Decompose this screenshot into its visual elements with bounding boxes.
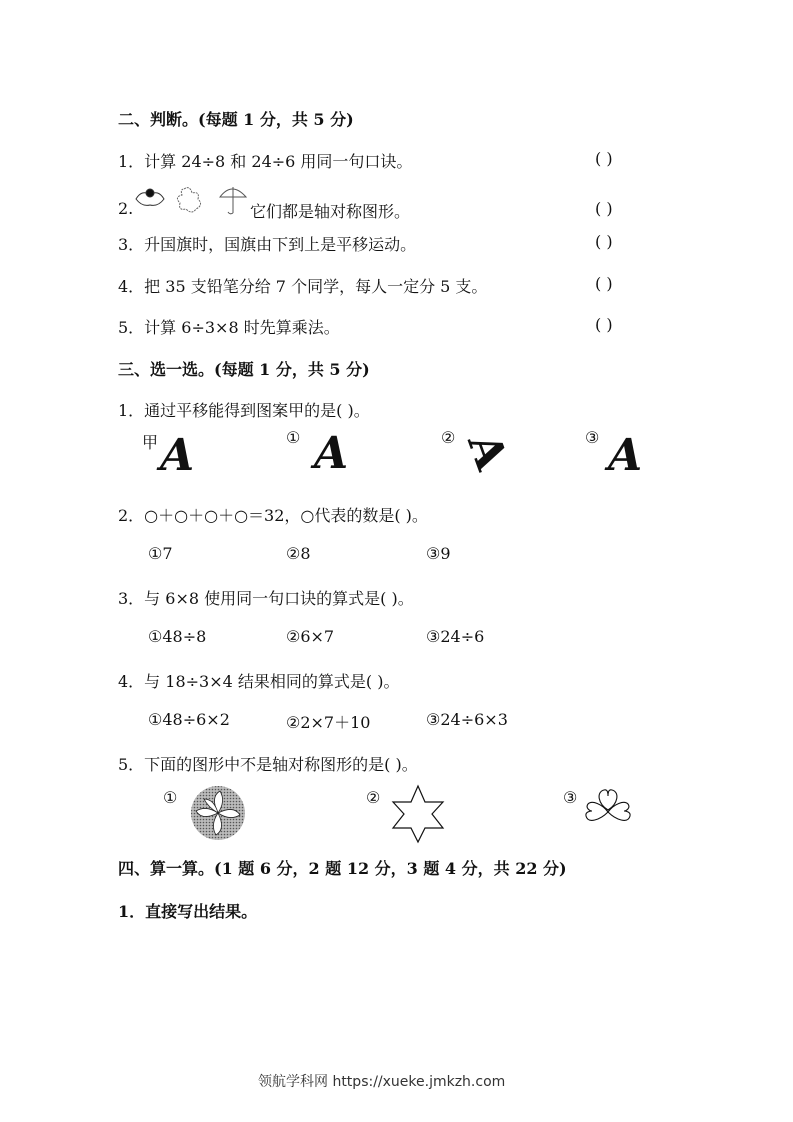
q2-option-3[interactable]: ③9: [426, 544, 451, 563]
letter-a-option-1: A: [314, 428, 349, 479]
answer-paren-5[interactable]: ( ): [595, 315, 613, 334]
umbrella-icon: [220, 187, 246, 214]
bauhinia-emblem-icon: [190, 785, 246, 841]
label-option-1: ①: [286, 428, 301, 447]
q3-option-1[interactable]: ①48÷8: [148, 627, 207, 646]
flower-figures: [132, 183, 252, 215]
q4-option-2[interactable]: ②2×7＋10: [286, 713, 371, 732]
label-option-3: ③: [585, 428, 600, 447]
choice-q2: 2．○＋○＋○＋○＝32，○代表的数是( )。: [118, 506, 428, 525]
label-option-2: ②: [441, 428, 456, 447]
choice-q5: 5．下面的图形中不是轴对称图形的是( )。: [118, 755, 418, 774]
judge-item-2: 它们都是轴对称图形。: [250, 202, 411, 221]
choice-q4: 4．与 18÷3×4 结果相同的算式是( )。: [118, 672, 400, 691]
q3-option-2[interactable]: ②6×7: [286, 627, 335, 646]
judge-item-3: 3．升国旗时，国旗由下到上是平移运动。: [118, 235, 417, 254]
q4-option-3[interactable]: ③24÷6×3: [426, 710, 508, 729]
q3-option-3[interactable]: ③24÷6: [426, 627, 485, 646]
section4-sub1: 1．直接写出结果。: [118, 902, 258, 921]
q2-option-1[interactable]: ①7: [148, 544, 173, 563]
judge-item-5: 5．计算 6÷3×8 时先算乘法。: [118, 318, 340, 337]
clover-icon: [582, 786, 634, 838]
q5-label-3: ③: [563, 788, 578, 807]
six-point-star-icon: [388, 784, 448, 844]
answer-paren-1[interactable]: ( ): [595, 149, 613, 168]
judge-item-2-prefix: 2.: [118, 199, 134, 218]
q4-option-1[interactable]: ①48÷6×2: [148, 710, 230, 729]
label-jia: 甲: [142, 433, 159, 452]
answer-paren-3[interactable]: ( ): [595, 232, 613, 251]
judge-item-4: 4．把 35 支铅笔分给 7 个同学，每人一定分 5 支。: [118, 277, 488, 296]
choice-q3: 3．与 6×8 使用同一句口诀的算式是( )。: [118, 589, 414, 608]
choice-q1: 1．通过平移能得到图案甲的是( )。: [118, 401, 370, 420]
answer-paren-2[interactable]: ( ): [595, 199, 613, 218]
q2-option-2[interactable]: ②8: [286, 544, 311, 563]
q5-label-2: ②: [366, 788, 381, 807]
section3-title: 三、选一选。(每题 1 分，共 5 分): [118, 360, 370, 379]
snowflake-icon: [177, 188, 200, 212]
letter-a-option-3: A: [602, 430, 648, 481]
section2-title: 二、判断。(每题 1 分，共 5 分): [118, 110, 354, 129]
section4-title: 四、算一算。(1 题 6 分，2 题 12 分，3 题 4 分，共 22 分): [118, 859, 567, 878]
footer-watermark: 领航学科网 https://xueke.jmkzh.com: [258, 1074, 506, 1090]
answer-paren-4[interactable]: ( ): [595, 274, 613, 293]
letter-a-option-2: A: [457, 426, 517, 477]
judge-item-1: 1．计算 24÷8 和 24÷6 用同一句口诀。: [118, 152, 413, 171]
flower-icon: [136, 189, 164, 205]
letter-a-original: A: [154, 430, 200, 481]
q5-label-1: ①: [163, 788, 178, 807]
